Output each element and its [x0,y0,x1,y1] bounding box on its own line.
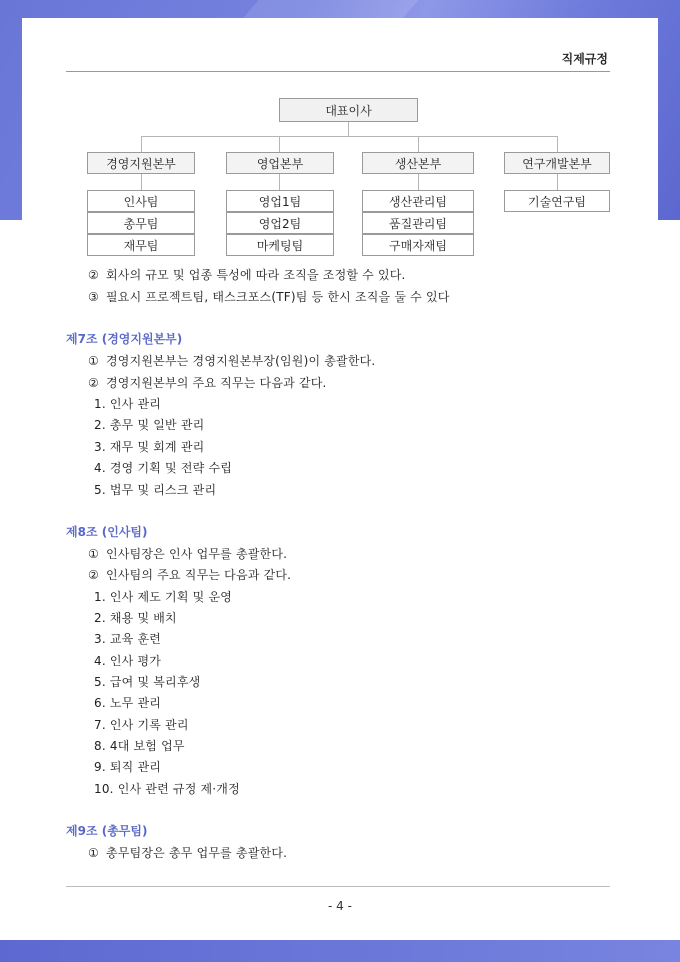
clause-line [88,374,327,391]
org-team: 생산관리팀 [362,190,474,212]
org-team: 인사팀 [87,190,195,212]
list-item: 9. 퇴직 관리 [94,760,162,774]
list-item: 3. 교육 훈련 [94,632,162,646]
list-item: 2. 채용 및 배치 [94,611,177,625]
org-team: 마케팅팀 [226,234,334,256]
list-item: 5. 급여 및 복리후생 [94,675,201,689]
org-dept-production: 생산본부 [362,152,474,174]
clause-line [88,844,287,861]
org-team: 재무팀 [87,234,195,256]
clause-mark: ② [88,268,99,282]
clause-mark: ① [88,846,99,860]
org-team: 총무팀 [87,212,195,234]
org-top-ceo: 대표이사 [279,98,418,122]
org-dept-rnd: 연구개발본부 [504,152,610,174]
clause-mark: ② [88,568,99,582]
clause-line [88,266,406,283]
org-team: 구매자재팀 [362,234,474,256]
list-item: 8. 4대 보험 업무 [94,739,185,753]
list-item: 6. 노무 관리 [94,696,162,710]
clause-mark: ③ [88,290,99,304]
list-item: 7. 인사 기록 관리 [94,718,189,732]
footer-rule [66,886,610,887]
clause-mark: ① [88,547,99,561]
list-item: 1. 인사 관리 [94,397,162,411]
org-team: 영업1팀 [226,190,334,212]
org-dept-management-support: 경영지원본부 [87,152,195,174]
bottom-decorative-band [0,940,680,962]
org-dept-sales: 영업본부 [226,152,334,174]
clause-line [88,352,375,369]
org-team: 기술연구팀 [504,190,610,212]
org-chart [0,0,680,260]
page-number: - 4 - [328,899,352,913]
clause-line [88,566,291,583]
list-item: 1. 인사 제도 기획 및 운영 [94,590,233,604]
clause-text: 경영지원본부는 경영지원본부장(임원)이 총괄한다. [106,354,376,368]
list-item: 10. 인사 관련 규정 제·개정 [94,782,240,796]
list-item: 5. 법무 및 리스크 관리 [94,483,217,497]
section-heading: 제9조 (총무팀) [66,824,148,838]
org-team: 영업2팀 [226,212,334,234]
section-heading: 제7조 (경영지원본부) [66,332,183,346]
document-header-title: 직제규정 [561,52,608,66]
clause-text: 필요시 프로젝트팀, 태스크포스(TF)팀 등 한시 조직을 둘 수 있다 [106,290,450,304]
org-team: 품질관리팀 [362,212,474,234]
section-heading: 제8조 (인사팀) [66,525,148,539]
clause-mark: ① [88,354,99,368]
clause-line [88,545,287,562]
clause-line [88,288,450,305]
list-item: 4. 인사 평가 [94,654,162,668]
clause-text: 경영지원본부의 주요 직무는 다음과 같다. [106,376,327,390]
list-item: 4. 경영 기획 및 전략 수립 [94,461,233,475]
list-item: 2. 총무 및 일반 관리 [94,418,205,432]
clause-mark: ② [88,376,99,390]
clause-text: 회사의 규모 및 업종 특성에 따라 조직을 조정할 수 있다. [106,268,406,282]
clause-text: 총무팀장은 총무 업무를 총괄한다. [106,846,288,860]
clause-text: 인사팀장은 인사 업무를 총괄한다. [106,547,288,561]
list-item: 3. 재무 및 회계 관리 [94,440,205,454]
clause-text: 인사팀의 주요 직무는 다음과 같다. [106,568,292,582]
